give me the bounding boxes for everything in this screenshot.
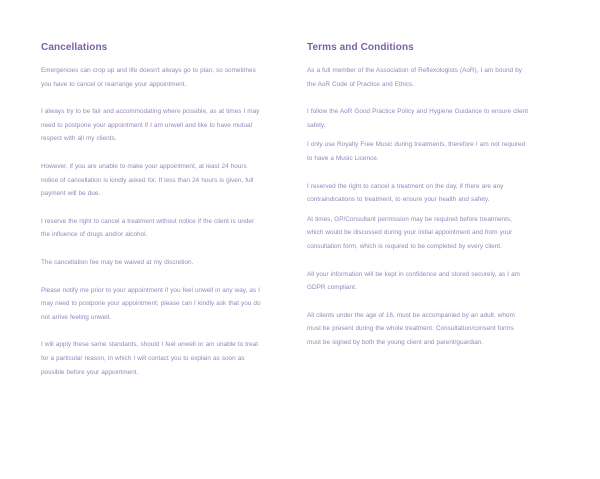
terms-paragraph-2: I follow the AoR Good Practice Policy and Hygiene Guidance to ensure client safety. bbox=[307, 108, 529, 129]
cancellations-paragraph-6: Please notify me prior to your appointment if you feel unwell in any way, as I may need to postpone your appointment; please can I kindly ask that you do not arrive feeling unwell. bbox=[41, 286, 261, 321]
cancellations-paragraph-7: I will apply these same standards, should I feel unwell or am unable to treat for a particular reason, in which I will contact you to explain as soon as possible before your appointment. bbox=[41, 341, 258, 376]
terms-heading: Terms and Conditions bbox=[307, 42, 414, 53]
terms-paragraph-5: At times, GP/Consultant permission may be required before treatments, which would be discussed during your initial appointment and from your consultation form, which is required to be completed by every client. bbox=[307, 215, 513, 250]
terms-section bbox=[307, 42, 529, 364]
cancellations-paragraph-4: I reserve the right to cancel a treatment without notice if the client is under the influence of drugs and/or alcohol. bbox=[41, 217, 255, 239]
cancellations-section bbox=[41, 42, 263, 393]
cancellations-paragraph-5: The cancellation fee may be waived at my discretion. bbox=[41, 258, 194, 266]
cancellations-paragraph-3: However, if you are unable to make your appointment, at least 24 hours notice of cancellation is kindly asked for. If less than 24 hours is given, full payment will be due. bbox=[41, 162, 254, 198]
terms-paragraph-3: I only use Royalty Free Music during treatments, therefore I am not required to have a Music Licence. bbox=[307, 141, 526, 162]
cancellations-paragraph-1: Emergencies can crop up and life doesn't always go to plan, so sometimes you have to cancel or rearrange your appointment. bbox=[41, 67, 256, 88]
terms-paragraph-1: As a full member of the Association of Reflexologists (AoR), I am bound by the AoR Code of Practice and Ethics. bbox=[307, 67, 522, 88]
cancellations-paragraph-2: I always try to be fair and accommodating where possible, as at times I may need to postpone your appointment if I am unwell and like to have mutual respect with all my clients. bbox=[41, 108, 260, 143]
terms-paragraph-6: All your information will be kept in confidence and stored securely, as I am GDPR compliant. bbox=[307, 270, 520, 292]
terms-paragraph-7: All clients under the age of 16, must be accompanied by an adult, whom must be present during the whole treatment. Consultation/consent forms must be signed by both the young client and parent/guardian. bbox=[307, 311, 515, 346]
terms-paragraph-4: I reserved the right to cancel a treatment on the day, if there are any contraindications to treatment, to ensure your health and safety. bbox=[307, 182, 504, 204]
cancellations-heading: Cancellations bbox=[41, 42, 108, 53]
